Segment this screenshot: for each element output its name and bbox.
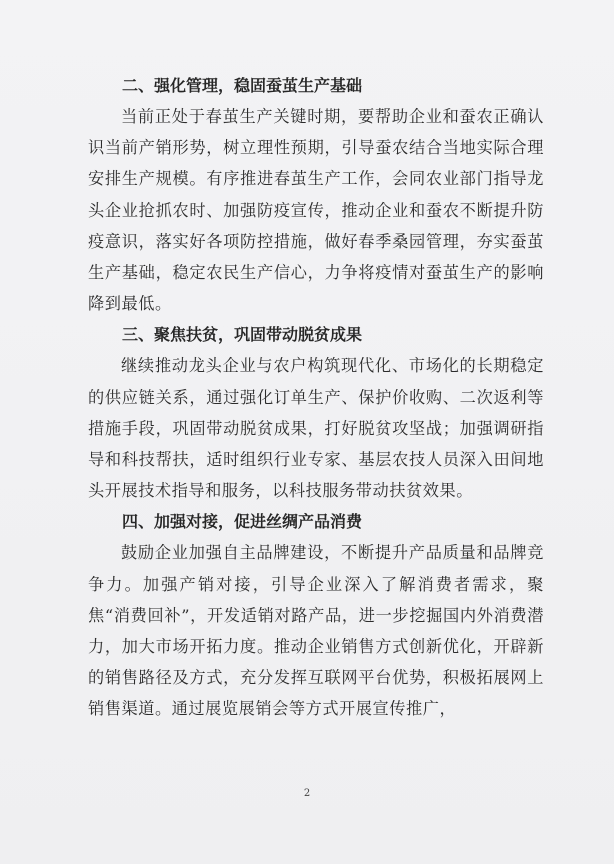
section-paragraph-3: 继续推动龙头企业与农户构筑现代化、市场化的长期稳定的供应链关系，通过强化订单生产、保护价收购、二次返利等措施手段，巩固带动脱贫成果，打好脱贫攻坚战；加强调研指导和科技帮扶，适时组织行业专家、基层农技人员深入田间地头开展技术指导和服务，以科技服务带动扶贫效果。 — [88, 356, 544, 501]
section-heading-2: 二、强化管理，稳固蚕茧生产基础 — [122, 76, 363, 95]
page-number: 2 — [303, 788, 311, 799]
section-paragraph-2: 当前正处于春茧生产关键时期，要帮助企业和蚕农正确认识当前产销形势，树立理性预期，引导蚕农结合当地实际合理安排生产规模。有序推进春茧生产工作，会同农业部门指导龙头企业抢抓农时、加强防疫宣传，推动企业和蚕农不断提升防疫意识，落实好各项防控措施，做好春季桑园管理，夯实蚕茧生产基础，稳定农民生产信心，力争将疫情对蚕茧生产的影响降到最低。 — [88, 107, 544, 314]
page-content — [88, 70, 544, 725]
section-heading-4: 四、加强对接，促进丝绸产品消费 — [122, 512, 363, 532]
section-paragraph-4: 鼓励企业加强自主品牌建设，不断提升产品质量和品牌竞争力。加强产销对接，引导企业深入了解消费者需求，聚焦“消费回补”，开发适销对路产品，进一步挖掘国内外消费潜力，加大市场开拓力度。推动企业销售方式创新优化，开辟新的销售路径及方式，充分发挥互联网平台优势，积极拓展网上销售渠道。通过展览展销会等方式开展宣传推广， — [88, 543, 544, 719]
section-heading-3: 三、聚焦扶贫，巩固带动脱贫成果 — [122, 325, 363, 345]
